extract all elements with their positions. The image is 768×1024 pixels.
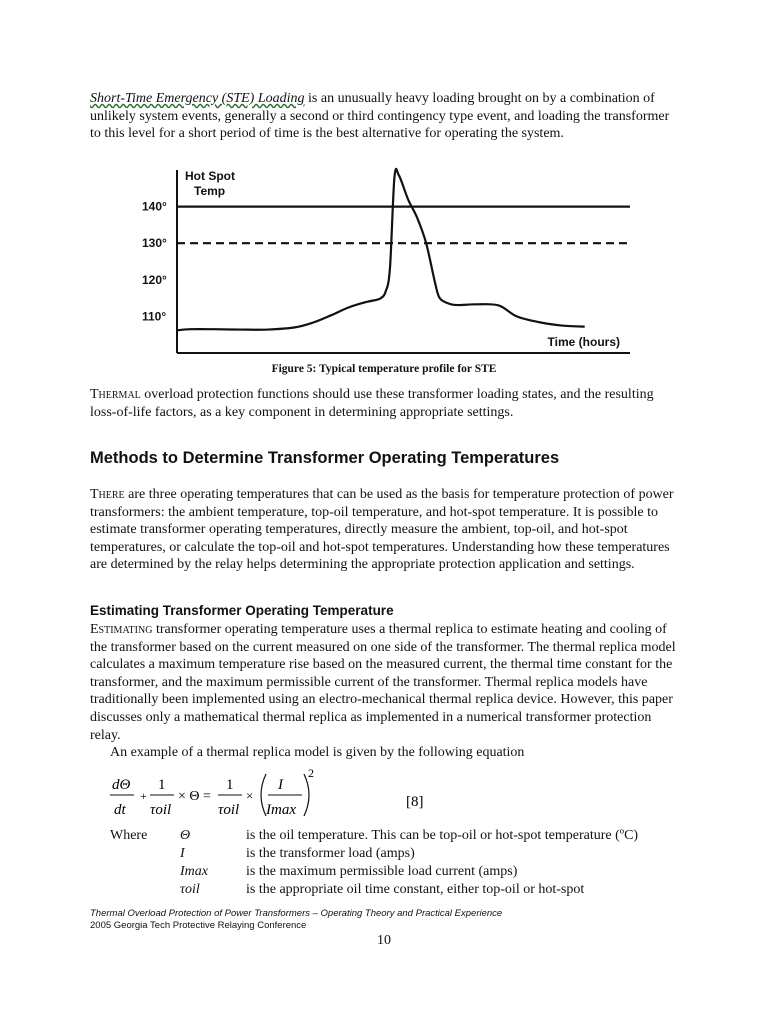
where-symbol: I [180,846,185,861]
where-description: is the transformer load (amps) [246,846,415,861]
footer-title: Thermal Overload Protection of Power Transformers – Operating Theory and Practical Experience [90,908,503,919]
figure-caption: Figure 5: Typical temperature profile for STE [271,363,497,375]
eq-one: 1 [158,777,166,793]
eq-exponent: 2 [308,766,314,780]
eq-dt: dt [114,802,126,818]
eq-imax: Imax [266,802,296,818]
thermal-equation [100,764,500,824]
there-text: are three operating temperatures that can be used as the basis for temperature protection of power transformers: the ambient temperature, top-oil temperature, and hot-spot temperature. It is possible to estimate transformer operating temperatures, directly measure the ambient, top-oil, and hot-spot temperatures, or calculate the top-oil and hot-spot temperatures. Understanding how these temperatures are determined by the relay helps determining the appropriate protection application and settings. [90,487,674,573]
intro-text: is an unusually heavy loading brought on by a combination of unlikely system events, generally a second or third contingency type event, and loading the transformer to this level for a short period of time is the best alternative for operating the system. [90,91,670,142]
eq-current: I [278,777,283,793]
estimating-paragraph [90,621,680,762]
y-tick-label: 130° [142,236,167,251]
y-axis-label-line2: Temp [194,184,226,198]
y-axis-label-line1: Hot Spot [185,169,235,183]
where-symbol: τoil [180,882,200,897]
eq-tau-oil-b: τoil [218,802,240,818]
page-number: 10 [377,933,391,948]
eq-ref: [8] [406,794,424,810]
section-heading: Methods to Determine Transformer Operating Temperatures [90,449,560,467]
there-paragraph [90,486,680,574]
eq-d-theta: dΘ [112,777,131,793]
footer-conference: 2005 Georgia Tech Protective Relaying Conference [90,920,307,931]
ste-term: Short-Time Emergency (STE) Loading [90,91,305,106]
eq-one-b: 1 [226,777,234,793]
where-description: is the oil temperature. This can be top-oil or hot-spot temperature (ºC) [246,828,639,843]
eq-tau-oil: τoil [150,802,172,818]
estimating-text: transformer operating temperature uses a thermal replica to estimate heating and cooling of the transformer based on the current measured on one side of the transformer. The thermal replica model calculates a maximum temperature rise based on the measured current, the thermal time constant for the transformer, and the maximum permissible current of the transformer. Thermal replica models have traditionally been implemented using an electro-mechanical thermal replica device. However, this paper discusses only a mathematical thermal replica as implemented in a numerical transformer protection relay. [90,622,676,743]
example-sentence: An example of a thermal replica model is given by the following equation [110,745,525,761]
eq-plus: + [140,789,147,803]
intro-paragraph [90,90,680,143]
thermal-lead: Thermal [90,387,141,402]
thermal-paragraph [90,386,680,421]
estimating-lead: Estimating [90,622,153,637]
there-lead: There [90,487,125,502]
y-tick-label: 110° [142,309,167,324]
subsection-heading: Estimating Transformer Operating Temperature [90,603,394,618]
eq-times-theta: × Θ = [178,789,211,804]
y-tick-label: 120° [142,272,167,287]
x-axis-label: Time (hours) [547,335,620,349]
where-symbol: Imax [180,864,208,879]
where-description: is the maximum permissible load current (amps) [246,864,518,879]
where-label: Where [110,828,148,843]
thermal-text: overload protection functions should use these transformer loading states, and the resulting loss-of-life factors, as a key component in determining appropriate settings. [90,387,654,420]
eq-times: × [246,788,254,803]
where-description: is the appropriate oil time constant, either top-oil or hot-spot [246,882,585,897]
series-line-ste-profile [177,169,585,330]
y-tick-label: 140° [142,199,167,214]
where-symbol: Θ [180,828,191,843]
temperature-profile-chart [0,160,768,360]
